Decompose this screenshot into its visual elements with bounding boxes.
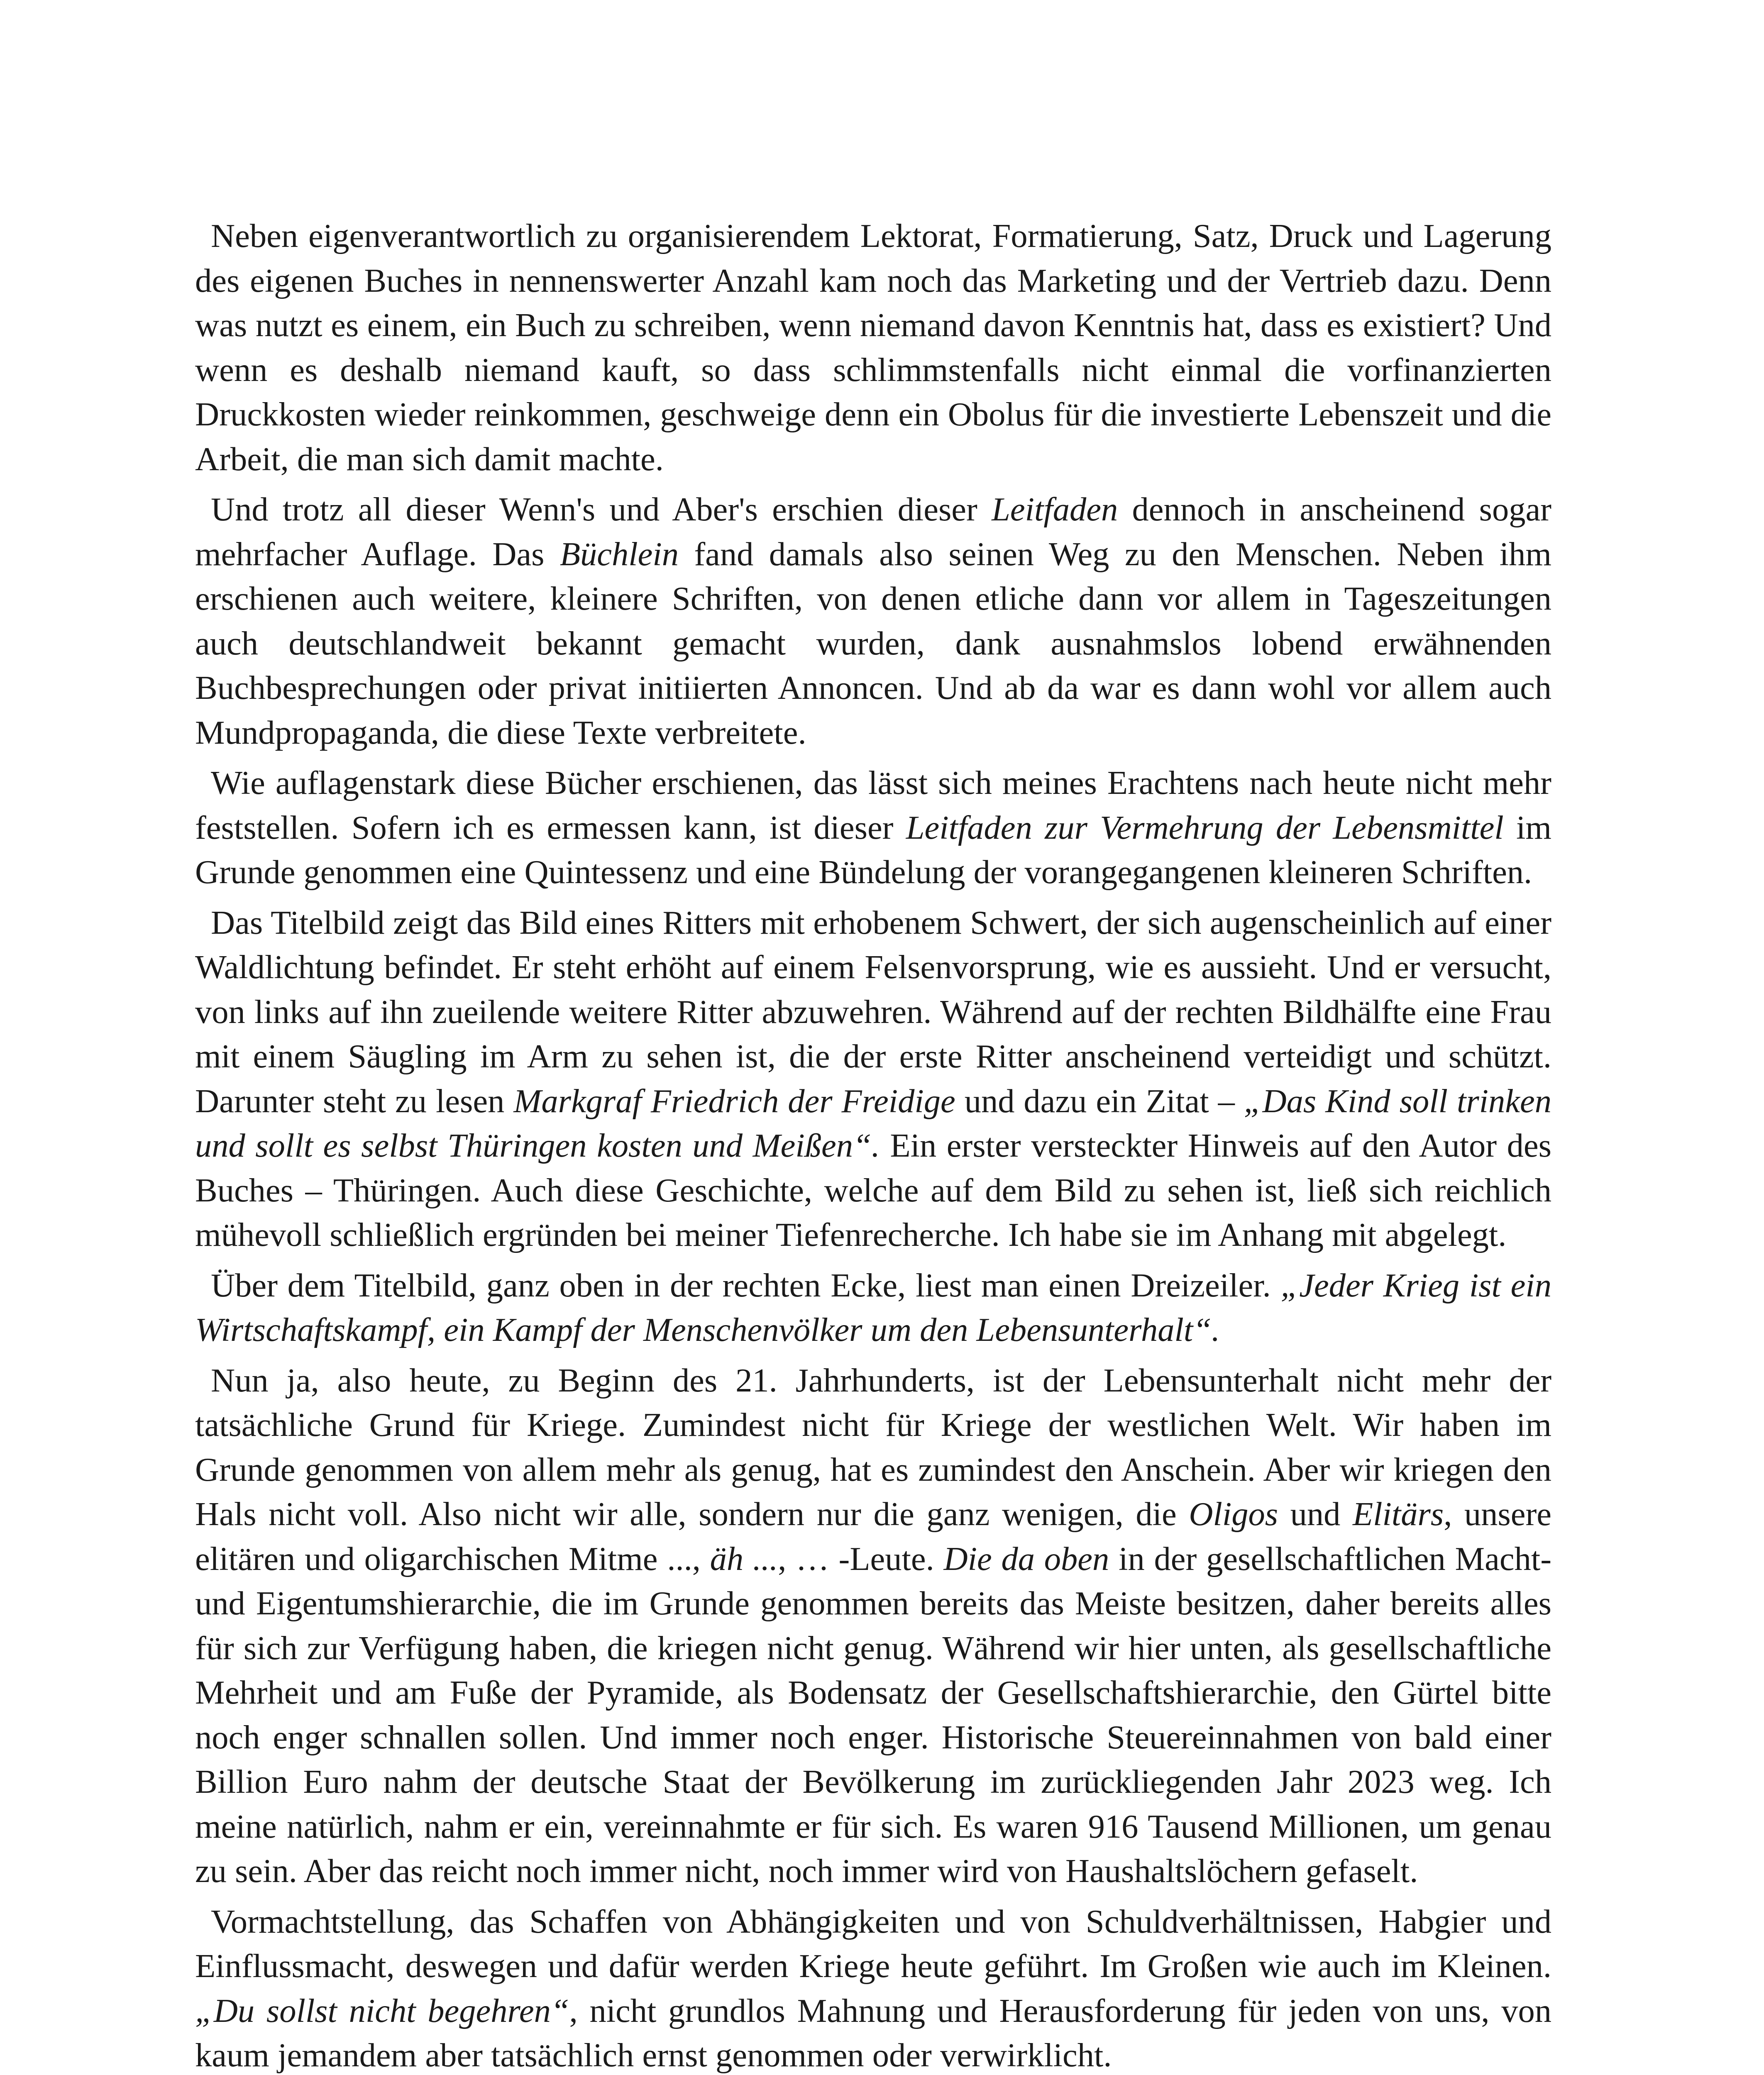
- body-text: und: [1278, 1496, 1353, 1533]
- paragraph: [195, 487, 1551, 755]
- body-text: in der gesellschaftlichen Macht- und Eigentumshierarchie, die im Grunde genommen bereits das Meiste besitzen, daher bereits alles für sich zur Verfügung haben, die kriegen nicht genug. Während wir hier unten, als gesellschaftliche Mehrheit und am Fuße der Pyramide, als Bodensatz der Gesellschaftshierarchie, den Gürtel bitte noch enger schnallen sollen. Und immer noch enger. Historische Steuereinnahmen von bald einer Billion Euro nahm der deutsche Staat der Bevölkerung im zurückliegenden Jahr 2023 weg. Ich meine natürlich, nahm er ein, vereinnahmte er für sich. Es waren 916 Tausend Millionen, um genau zu sein. Aber das reicht noch immer nicht, noch immer wird von Haushaltslöchern gefaselt.: [195, 1540, 1552, 1889]
- italic-text: „Du sollst nicht begehren“: [195, 1992, 569, 2029]
- paragraph: [195, 901, 1551, 1257]
- page-body: [195, 214, 1551, 2075]
- italic-text: Markgraf Friedrich der Freidige: [513, 1082, 955, 1120]
- body-text: Das Titelbild zeigt das Bild eines Ritters mit erhobenem Schwert, der sich augenscheinlich auf einer Waldlichtung befindet. Er steht erhöht auf einem Felsenvorsprung, wie es aussieht. Und er versucht, von links auf ihn zueilende weitere Ritter abzuwehren. Während auf der rechten Bildhälfte eine Frau mit einem Säugling im Arm zu sehen ist, die der erste Ritter anscheinend verteidigt und schützt. Darunter steht zu lesen: [195, 904, 1551, 1120]
- italic-text: äh ...: [710, 1540, 778, 1577]
- body-text: , nicht grundlos Mahnung und Herausforderung für jeden von uns, von kaum jemandem aber tatsächlich ernst genommen oder verwirklicht.: [195, 1992, 1551, 2074]
- body-text: Und trotz all dieser Wenn's und Aber's erschien dieser: [211, 491, 992, 528]
- paragraph: [195, 761, 1551, 895]
- body-text: Ein erster versteckter Hinweis auf den Autor des Buches – Thüringen. Auch diese Geschichte, welche auf dem Bild zu sehen ist, ließ sich reichlich mühevoll schließlich ergründen bei meiner Tiefenrecherche. Ich habe sie im Anhang mit abgelegt.: [195, 1127, 1551, 1253]
- italic-text: Büchlein: [559, 535, 679, 573]
- paragraph: [195, 214, 1551, 481]
- body-text: Über dem Titelbild, ganz oben in der rechten Ecke, liest man einen Dreizeiler.: [211, 1267, 1281, 1304]
- italic-text: Leitfaden zur Vermehrung der Lebensmittel: [906, 809, 1504, 846]
- body-text: , … -Leute.: [778, 1540, 944, 1577]
- italic-text: Die da oben: [943, 1540, 1109, 1577]
- italic-text: „Das Kind soll trinken und sollt es selbst Thüringen kosten und Meißen“.: [195, 1082, 1552, 1164]
- italic-text: Leitfaden: [992, 491, 1118, 528]
- body-text: und dazu ein Zitat –: [955, 1082, 1244, 1120]
- body-text: , unsere elitären und oligarchischen Mitme ...,: [195, 1496, 1551, 1577]
- paragraph: [195, 1358, 1551, 1894]
- body-text: fand damals also seinen Weg zu den Menschen. Neben ihm erschienen auch weitere, kleinere Schriften, von denen etliche dann vor allem in Tageszeitungen auch deutschlandweit bekannt gemacht wurden, dank ausnahmslos lobend erwähnenden Buchbesprechungen oder privat initiierten Annoncen. Und ab da war es dann wohl vor allem auch Mundpropaganda, die diese Texte verbreitete.: [195, 535, 1551, 751]
- body-text: Wie auflagenstark diese Bücher erschienen, das lässt sich meines Erachtens nach heute nicht mehr feststellen. Sofern ich es ermessen kann, ist dieser: [195, 764, 1551, 846]
- body-text: Neben eigenverantwortlich zu organisierendem Lektorat, Formatierung, Satz, Druck und Lagerung des eigenen Buches in nennenswerter Anzahl kam noch das Marketing und der Vertrieb dazu. Denn was nutzt es einem, ein Buch zu schreiben, wenn niemand davon Kenntnis hat, dass es existiert? Und wenn es deshalb niemand kauft, so dass schlimmstenfalls nicht einmal die vorfinanzierten Druckkosten wieder reinkommen, geschweige denn ein Obolus für die investierte Lebenszeit und die Arbeit, die man sich damit machte.: [195, 217, 1551, 478]
- body-text: im Grunde genommen eine Quintessenz und eine Bündelung der vorangegangenen kleineren Schriften.: [195, 809, 1551, 891]
- paragraph: [195, 1263, 1551, 1352]
- body-text: Nun ja, also heute, zu Beginn des 21. Jahrhunderts, ist der Lebensunterhalt nicht mehr der tatsächliche Grund für Kriege. Zumindest nicht für Kriege der westlichen Welt. Wir haben im Grunde genommen von allem mehr als genug, hat es zumindest den Anschein. Aber wir kriegen den Hals nicht voll. Also nicht wir alle, sondern nur die ganz wenigen, die: [195, 1362, 1551, 1533]
- italic-text: Elitärs: [1353, 1496, 1444, 1533]
- italic-text: Oligos: [1189, 1496, 1278, 1533]
- body-text: Vormachtstellung, das Schaffen von Abhängigkeiten und von Schuldverhältnissen, Habgier und Einflussmacht, deswegen und dafür werden Kriege heute geführt. Im Großen wie auch im Kleinen.: [195, 1903, 1551, 1985]
- paragraph: [195, 1899, 1551, 2075]
- body-text: dennoch in anscheinend sogar mehrfacher Auflage. Das: [195, 491, 1551, 573]
- italic-text: „Jeder Krieg ist ein Wirtschaftskampf, ein Kampf der Menschenvölker um den Lebensunterhalt“.: [195, 1267, 1551, 1348]
